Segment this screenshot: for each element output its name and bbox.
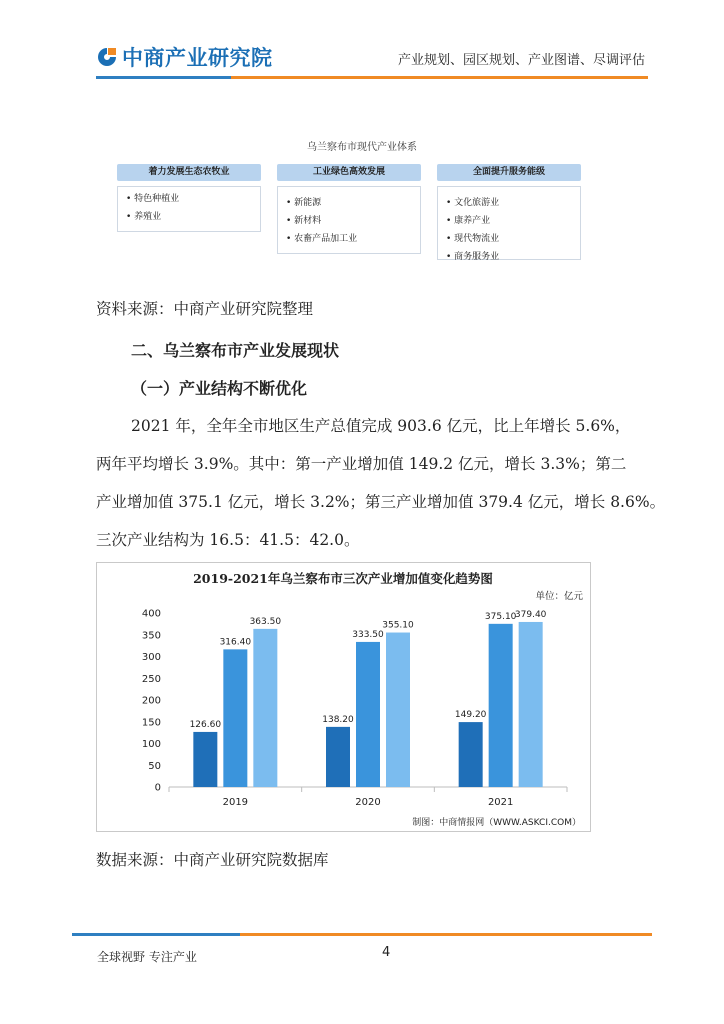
x-tick-label: 2019 [222, 797, 249, 808]
list-item: • 康养产业 [446, 216, 491, 226]
company-logo [96, 42, 273, 72]
paragraph-line-2: 两年平均增长 3.9%。其中：第一产业增加值 149.2 亿元，增长 3.3%；第二 [96, 455, 627, 473]
paragraph-line-1: 2021 年，全年全市地区生产总值完成 903.6 亿元，比上年增长 5.6%， [131, 417, 631, 435]
list-item: • 特色种植业 [126, 194, 180, 204]
paragraph-line-3: 产业增加值 375.1 亿元，增长 3.2%；第三产业增加值 379.4 亿元，增长 8.6%。 [96, 493, 666, 511]
bar [223, 649, 247, 787]
list-item: • 商务服务业 [446, 252, 500, 262]
bar [386, 633, 410, 787]
diagram-box-services [437, 186, 581, 260]
bar [356, 642, 380, 787]
bar [193, 732, 217, 787]
data-label: 363.50 [249, 616, 282, 627]
data-label: 126.60 [189, 719, 222, 730]
list-item: • 现代物流业 [446, 234, 500, 244]
section-heading: 二、乌兰察布市产业发展现状 [131, 341, 340, 360]
footer-divider-orange [240, 933, 652, 936]
chart-title: 2019-2021年乌兰察布市三次产业增加值变化趋势图 [193, 571, 493, 586]
chart-credit: 制图：中商情报网（WWW.ASKCI.COM） [412, 818, 581, 828]
diagram-category-agriculture: 着力发展生态农牧业 [117, 164, 261, 181]
data-label: 379.40 [514, 609, 547, 620]
data-label: 375.10 [484, 611, 517, 622]
bar [253, 629, 277, 787]
sub-heading: （一）产业结构不断优化 [131, 379, 308, 398]
footer-divider-blue [72, 933, 240, 936]
list-item: • 农畜产品加工业 [286, 234, 358, 244]
list-item: • 养殖业 [126, 212, 162, 222]
data-label: 316.40 [219, 637, 252, 648]
page-number: 4 [382, 945, 391, 960]
bar [459, 722, 483, 787]
y-tick-label: 350 [141, 630, 161, 642]
data-label: 355.10 [382, 620, 414, 631]
y-tick-label: 400 [141, 608, 161, 620]
y-tick-label: 100 [141, 739, 161, 750]
data-label: 149.20 [454, 710, 487, 721]
y-tick-label: 250 [141, 673, 161, 685]
bar [519, 622, 543, 787]
diagram-category-industry: 工业绿色高效发展 [277, 164, 421, 181]
source-note-diagram: 资料来源：中商产业研究院整理 [96, 300, 314, 318]
logo-text: 中商产业研究院 [122, 46, 273, 70]
y-tick-label: 200 [141, 695, 161, 707]
chart-frame [96, 562, 591, 832]
header-divider-blue [96, 76, 231, 79]
list-item: • 新材料 [286, 216, 322, 226]
diagram-box-industry [277, 186, 421, 254]
y-tick-label: 0 [154, 782, 161, 794]
header-tagline: 产业规划、园区规划、产业图谱、尽调评估 [397, 53, 645, 68]
x-tick-label: 2020 [355, 797, 381, 808]
y-tick-label: 50 [148, 760, 161, 772]
x-tick-label: 2021 [487, 797, 514, 808]
diagram-category-services: 全面提升服务能级 [437, 164, 581, 181]
footer-slogan: 全球视野 专注产业 [97, 950, 197, 964]
header-divider-orange [231, 76, 648, 79]
bar [326, 727, 350, 787]
y-tick-label: 300 [141, 652, 161, 663]
diagram-box-agriculture [117, 186, 261, 232]
data-label: 333.50 [352, 629, 384, 640]
list-item: • 新能源 [286, 198, 322, 208]
y-tick-label: 150 [141, 717, 161, 729]
logo-icon [96, 46, 118, 68]
diagram-title: 乌兰察布市现代产业体系 [307, 142, 417, 153]
data-label: 138.20 [322, 714, 354, 725]
source-note-data: 数据来源：中商产业研究院数据库 [96, 851, 329, 869]
paragraph-line-4: 三次产业结构为 16.5：41.5：42.0。 [96, 531, 360, 549]
bar-chart [97, 563, 590, 831]
chart-unit-label: 单位：亿元 [535, 591, 583, 602]
bar [489, 624, 513, 787]
list-item: • 文化旅游业 [446, 198, 500, 208]
